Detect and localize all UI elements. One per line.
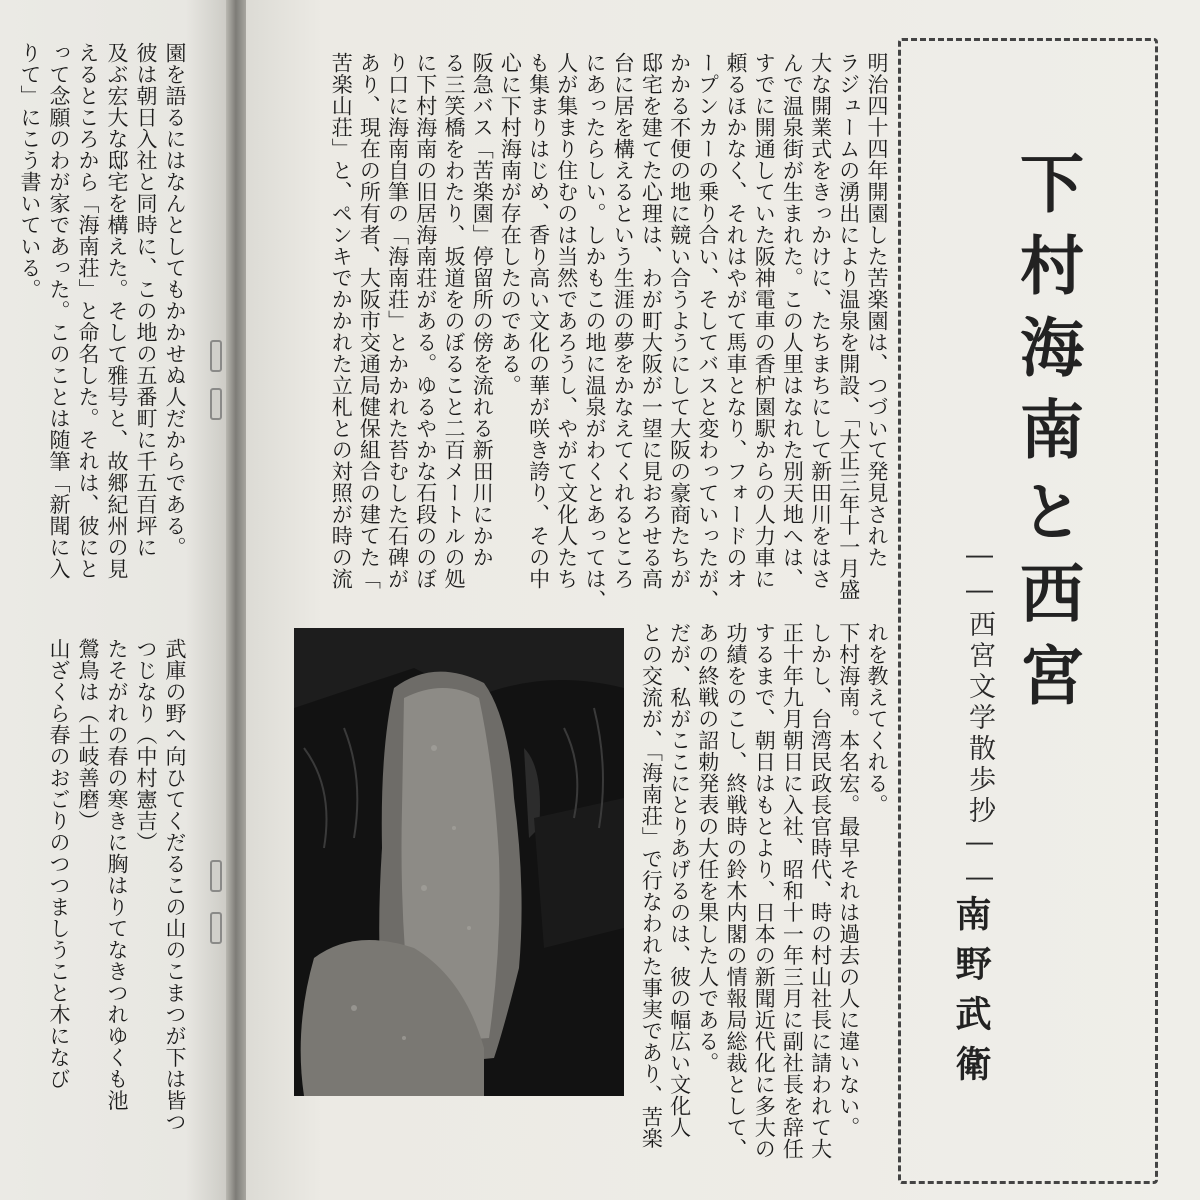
text-column: 園を語るにはなんとしてもかかせぬ人だからである。 [163, 42, 187, 558]
text-column: 彼は朝日入社と同時に、この地の五番町に千五百坪に [134, 42, 158, 558]
staple-bottom [210, 860, 222, 892]
text-column: かかる不便の地に競い合うようにして大阪の豪商たちが [667, 52, 692, 590]
text-column: 山ざくら春のおごりのつつましうこと木になび [47, 638, 71, 1090]
article-author: 南野武衛 [950, 895, 991, 1095]
text-column: 心に下村海南が存在したのである。 [498, 52, 523, 396]
text-column: に下村海南の旧居海南荘がある。ゆるやかな石段ののぼ [413, 52, 438, 590]
text-column: って念願のわが家であった。このことは随筆「新聞に入 [47, 42, 71, 580]
staple-bottom-2 [210, 912, 222, 944]
text-column: れを教えてくれる。 [865, 622, 889, 816]
text-column: も集まりはじめ、香り高い文化の華が咲き誇り、その中 [526, 52, 551, 590]
stone-monument-photo [294, 628, 624, 1096]
text-column: えるところから「海南荘」と命名した。それは、彼にと [76, 42, 100, 580]
text-column: 功績をのこし、終戦時の鈴木内閣の情報局総裁として、 [724, 622, 748, 1160]
text-column: あり、現在の所有者、大阪市交通局健保組合の建てた「 [357, 52, 382, 590]
text-column: 下村海南。本名宏。最早それは過去の人に違いない。 [836, 622, 861, 1138]
monument-image [294, 628, 624, 1096]
text-column: つじなり（中村憲吉） [134, 638, 158, 853]
text-column: 邸宅を建てた心理は、わが町大阪が一望に見おろせる高 [639, 52, 664, 590]
text-column: 阪急バス「苦楽園」停留所の傍を流れる新田川にかか [470, 52, 495, 568]
text-column: との交流が、「海南荘」で行なわれた事実であり、苦楽 [639, 622, 664, 1149]
article-title: 下村海南と西宮 [1009, 150, 1083, 724]
text-column: 大な開業式をきっかけに、たちまちにして新田川をはさ [808, 52, 833, 590]
text-column: 人が集まり住むのは当然であろうし、やがて文化人たち [554, 52, 579, 590]
text-column: 頼るほかなく、それはやがて馬車となり、フォードのオ [724, 52, 748, 590]
text-column: あの終戦の詔勅発表の大任を果した人である。 [695, 622, 720, 1074]
book-spine [226, 0, 248, 1200]
text-column: 明治四十四年開園した苦楽園は、つづいて発見された [865, 52, 889, 568]
text-column: 鶯鳥は（土岐善磨） [76, 638, 100, 832]
text-column: 苦楽山荘」と、ペンキでかかれた立札との対照が時の流 [329, 52, 354, 590]
text-column: りて」にこう書いている。 [18, 42, 42, 300]
text-column: ラジュームの湧出により温泉を開設、「大正三年十一月盛 [836, 52, 861, 601]
staple-top-2 [210, 388, 222, 420]
text-column: たそがれの春の寒きに胸はりてなきつれゆくも池 [105, 638, 129, 1111]
text-column: 正十年九月朝日に入社、昭和十一年三月に副社長を辞任 [780, 622, 805, 1160]
text-column: しかし、台湾民政長官時代、時の村山社長に請われて大 [808, 622, 833, 1160]
text-column: だが、私がここにとりあげるのは、彼の幅広い文化人 [667, 622, 692, 1138]
text-column: んで温泉街が生まれた。この人里はなれた別天地へは、 [780, 52, 805, 590]
text-column: 武庫の野へ向ひてくだるこの山のこまつが下は皆つ [163, 638, 187, 1133]
staple-top [210, 340, 222, 372]
text-column: にあったらしい。しかもこの地に温泉がわくとあっては、 [583, 52, 607, 611]
text-column: すでに開通していた阪神電車の香枦園駅からの人力車に [752, 52, 777, 590]
text-column: ープンカーの乗り合い、そしてバスと変わっていったが、 [695, 52, 720, 611]
text-column: る三笑橋をわたり、坂道をのぼること二百メートルの処 [442, 52, 466, 590]
text-column: 及ぶ宏大な邸宅を構えた。そして雅号と、故郷紀州の見 [105, 42, 129, 580]
text-column: 台に居を構えるという生涯の夢をかなえてくれるところ [611, 52, 636, 590]
article-subtitle: ――西宮文学散歩抄―― [964, 540, 995, 897]
text-column: り口に海南自筆の「海南荘」とかかれた苔むした石碑が [385, 52, 410, 590]
text-column: するまで、朝日はもとより、日本の新聞近代化に多大の [752, 622, 777, 1160]
